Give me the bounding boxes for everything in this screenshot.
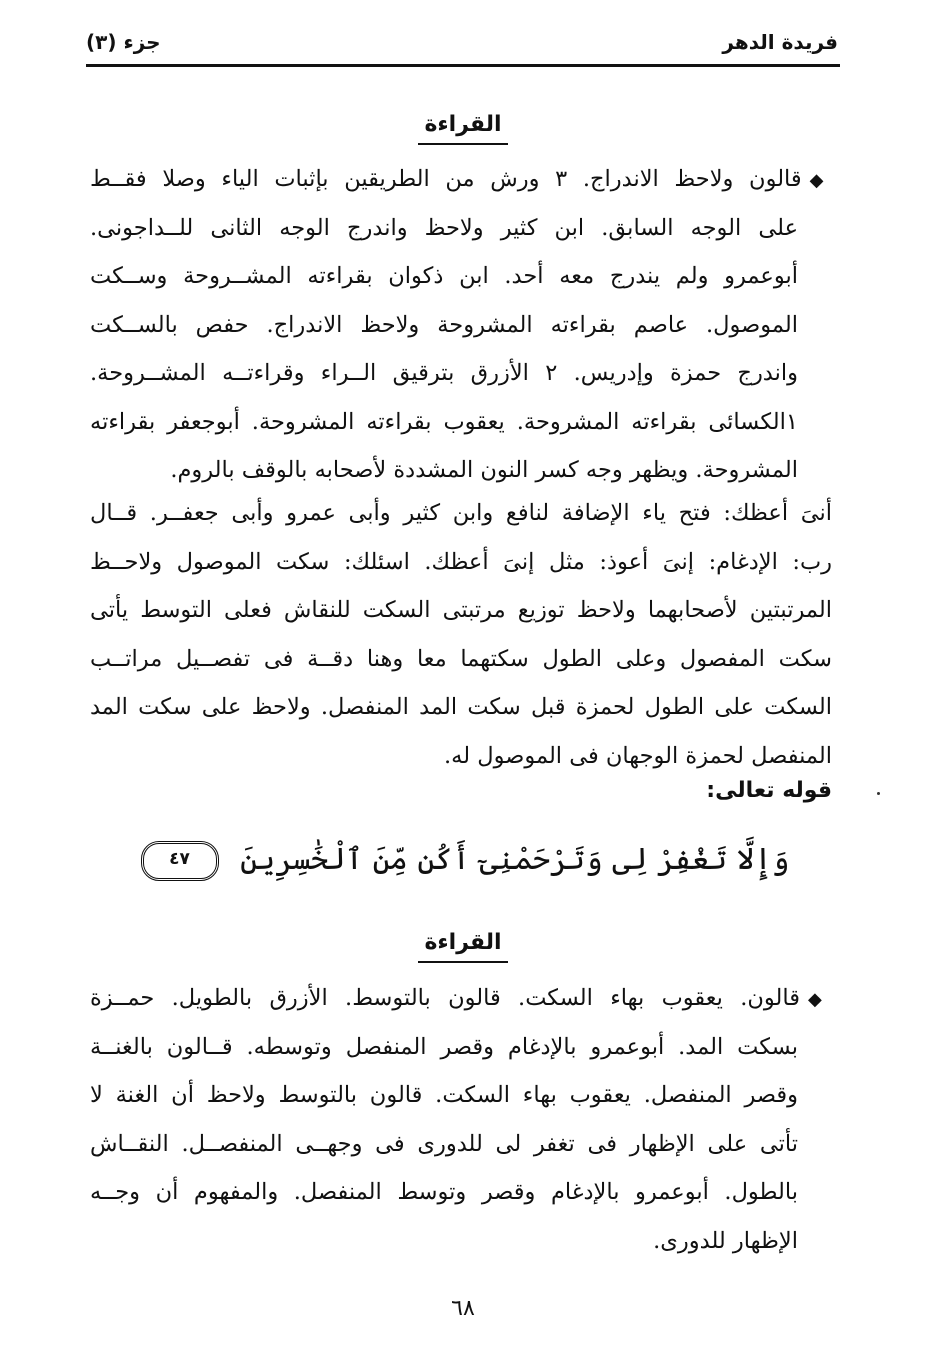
text-line: ١الكسائى بقراءته المشروحة. يعقوب بقراءته المشروحة. أبوجعفر بقراءته	[90, 408, 798, 435]
margin-dot	[877, 792, 880, 795]
section-1-text	[90, 155, 832, 495]
section-2-text	[90, 974, 832, 1265]
note-line: أنىَ أعظك: فتح ياء الإضافة لنافع وابن كثير وأبى عمرو وأبى جعفــر. قــال	[90, 500, 832, 526]
text-line: الموصول. عاصم بقراءته المشروحة ولاحظ الاندراج. حفص بالســكت	[90, 311, 798, 338]
bullet-diamond-icon: ◆	[809, 170, 832, 191]
text-line: تأتى على الإظهار فى تغفر لى للدورى فى وجهــى المنفصــل. النقــاش	[90, 1130, 798, 1157]
note-line: سكت المفصول وعلى الطول سكتهما معا وهنا دقــة فى تفصــيل مراتــب	[90, 645, 832, 672]
section-heading-2-text: القراءة	[418, 930, 507, 963]
ayah-number-badge: ٤٧	[141, 841, 219, 881]
text-line: المشروحة. ويظهر وجه كسر النون المشددة لأصحابه بالوقف بالروم.	[170, 457, 798, 483]
text-line: أبوعمرو ولم يندرج معه أحد. ابن ذكوان بقراءته المشــروحة وســكت	[90, 263, 798, 289]
bullet-diamond-icon: ◆	[807, 989, 832, 1010]
section-1-notes	[90, 489, 832, 780]
quran-verse	[140, 830, 790, 890]
note-line: المنفصل لحمزة الوجهان فى الموصول له.	[444, 742, 832, 769]
verse-intro: قوله تعالى:	[706, 778, 832, 803]
note-line: السكت على الطول لحمزة قبل سكت المد المنفصل. ولاحظ على سكت المد	[90, 694, 832, 720]
text-line: واندرج حمزة وإدريس. ٢ الأزرق بترقيق الــراء وقراءتــه المشــروحة.	[90, 360, 798, 386]
text-line	[90, 155, 832, 204]
note-line: رب: الإدغام: إنىَ أعوذ: مثل إنىَ أعظك. اسئلك: سكت الموصول ولاحــظ	[90, 548, 832, 575]
verse-text: وَإِلَّا تَغْفِرْ لِى وَتَرْحَمْنِىٓ أَكُن مِّنَ ٱلْخَٰسِرِينَ	[240, 842, 790, 877]
section-heading-2	[0, 930, 926, 963]
text-line-content: قالون. يعقوب بهاء السكت. قالون بالتوسط. الأزرق بالطويل. حمــزة	[90, 985, 800, 1011]
text-line-content: قالون ولاحظ الاندراج. ٣ ورش من الطريقين بإثبات الياء وصلا فقــط	[90, 166, 802, 192]
text-line: الإظهار للدورى.	[653, 1227, 798, 1254]
book-title: فريدة الدهر	[722, 30, 838, 54]
section-heading-1	[0, 112, 926, 145]
text-line	[90, 974, 832, 1023]
header-rule	[86, 64, 840, 67]
text-line: على الوجه السابق. ابن كثير ولاحظ واندرج الوجه الثانى للــداجونى.	[90, 214, 798, 241]
text-line: بسكت المد. أبوعمرو بالإدغام وقصر المنفصل وتوسطه. قــالون بالغنــة	[90, 1033, 798, 1060]
section-heading-1-text: القراءة	[418, 112, 507, 145]
running-header	[86, 24, 838, 64]
page-number: ٦٨	[451, 1296, 475, 1321]
text-line: بالطول. أبوعمرو بالإدغام وقصر وتوسط المنفصل. والمفهوم أن وجــه	[90, 1179, 798, 1205]
note-line: المرتبتين لأصحابهما ولاحظ توزيع مرتبتى السكت للنقاش فعلى التوسط يأتى	[90, 597, 832, 623]
part-label: جزء (٣)	[86, 30, 161, 54]
text-line: وقصر المنفصل. يعقوب بهاء السكت. قالون بالتوسط ولاحظ أن الغنة لا	[90, 1082, 798, 1108]
